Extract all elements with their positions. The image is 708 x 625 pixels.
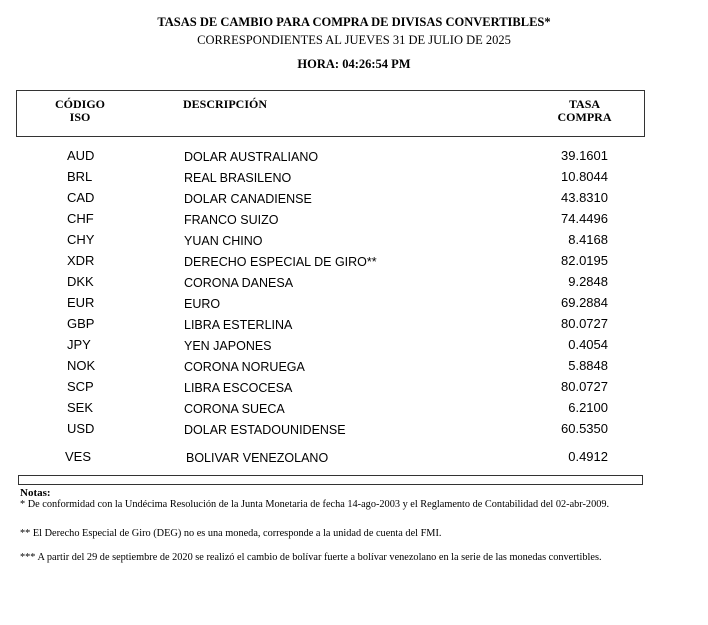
currency-rate: 43.8310 xyxy=(561,190,608,205)
table-row xyxy=(0,232,708,253)
table-row xyxy=(0,295,708,316)
currency-rate: 80.0727 xyxy=(561,316,608,331)
column-header-code-line2: ISO xyxy=(69,110,91,124)
note-2: ** El Derecho Especial de Giro (DEG) no es una moneda, corresponde a la unidad de cuenta del FMI. xyxy=(20,528,442,539)
table-row xyxy=(0,379,708,400)
currency-rate: 6.2100 xyxy=(568,400,608,415)
currency-code: CAD xyxy=(67,190,95,205)
currency-description: CORONA SUECA xyxy=(184,402,285,416)
currency-code: SCP xyxy=(67,379,94,394)
currency-code: GBP xyxy=(67,316,95,331)
currency-code: XDR xyxy=(67,253,95,268)
currency-description: DOLAR CANADIENSE xyxy=(184,192,312,206)
currency-code: BRL xyxy=(67,169,93,184)
currency-description: CORONA DANESA xyxy=(184,276,294,290)
currency-rate: 60.5350 xyxy=(561,421,608,436)
table-row xyxy=(0,274,708,295)
note-1: * De conformidad con la Undécima Resolución de la Junta Monetaria de fecha 14-ago-2003 y el Reglamento de Contabilidad del 02-abr-2009. xyxy=(20,499,610,510)
currency-rate: 10.8044 xyxy=(561,169,608,184)
currency-description: DOLAR ESTADOUNIDENSE xyxy=(184,423,346,437)
currency-rate: 0.4912 xyxy=(568,449,608,464)
column-header-rate-line2: COMPRA xyxy=(557,110,612,124)
currency-code: DKK xyxy=(67,274,94,289)
table-row xyxy=(0,337,708,358)
table-row xyxy=(0,190,708,211)
currency-description: CORONA NORUEGA xyxy=(184,360,305,374)
currency-description: DOLAR AUSTRALIANO xyxy=(184,150,319,164)
currency-rate: 39.1601 xyxy=(561,148,608,163)
currency-code: AUD xyxy=(67,148,95,163)
currency-description: YEN JAPONES xyxy=(184,339,272,353)
notes-heading: Notas: xyxy=(20,487,51,499)
currency-rate: 80.0727 xyxy=(561,379,608,394)
table-row-ves xyxy=(0,449,708,470)
currency-code: CHF xyxy=(67,211,94,226)
currency-code: CHY xyxy=(67,232,95,247)
currency-rate: 9.2848 xyxy=(568,274,608,289)
currency-rate: 8.4168 xyxy=(568,232,608,247)
column-header-code xyxy=(47,98,113,124)
table-row xyxy=(0,421,708,442)
currency-rate: 74.4496 xyxy=(561,211,608,226)
currency-description: EURO xyxy=(184,297,221,311)
page-title: TASAS DE CAMBIO PARA COMPRA DE DIVISAS CONVERTIBLES* xyxy=(157,15,551,29)
table-row xyxy=(0,148,708,169)
page-subtitle: CORRESPONDIENTES AL JUEVES 31 DE JULIO DE 2025 xyxy=(197,33,511,47)
currency-rate: 5.8848 xyxy=(568,358,608,373)
column-header-rate xyxy=(547,98,622,124)
table-row xyxy=(0,358,708,379)
currency-description: YUAN CHINO xyxy=(184,234,263,248)
currency-description: BOLIVAR VENEZOLANO xyxy=(186,451,329,465)
currency-rate: 0.4054 xyxy=(568,337,608,352)
currency-description: FRANCO SUIZO xyxy=(184,213,279,227)
note-3: *** A partir del 29 de septiembre de 2020 se realizó el cambio de bolívar fuerte a bolívar venezolano en la serie de las monedas convertibles. xyxy=(20,552,602,563)
table-row xyxy=(0,253,708,274)
currency-rate: 82.0195 xyxy=(561,253,608,268)
table-header xyxy=(16,90,645,137)
currency-code: EUR xyxy=(67,295,95,310)
table-row xyxy=(0,211,708,232)
table-row xyxy=(0,169,708,190)
currency-code: JPY xyxy=(67,337,91,352)
table-row xyxy=(0,316,708,337)
currency-code: USD xyxy=(67,421,95,436)
currency-rate: 69.2884 xyxy=(561,295,608,310)
currency-description: REAL BRASILENO xyxy=(184,171,292,185)
notes-section xyxy=(20,488,660,563)
currency-description: LIBRA ESTERLINA xyxy=(184,318,293,332)
table-footer-bar xyxy=(18,475,643,485)
table-row xyxy=(0,400,708,421)
currency-code: VES xyxy=(65,449,92,464)
column-header-code-line1: CÓDIGO xyxy=(54,97,105,111)
currency-code: SEK xyxy=(67,400,94,415)
time-label: HORA: 04:26:54 PM xyxy=(297,57,411,71)
currency-description: LIBRA ESCOCESA xyxy=(184,381,293,395)
currency-description: DERECHO ESPECIAL DE GIRO** xyxy=(184,255,377,269)
column-header-description: DESCRIPCIÓN xyxy=(183,97,268,111)
currency-code: NOK xyxy=(67,358,96,373)
column-header-rate-line1: TASA xyxy=(568,97,601,111)
